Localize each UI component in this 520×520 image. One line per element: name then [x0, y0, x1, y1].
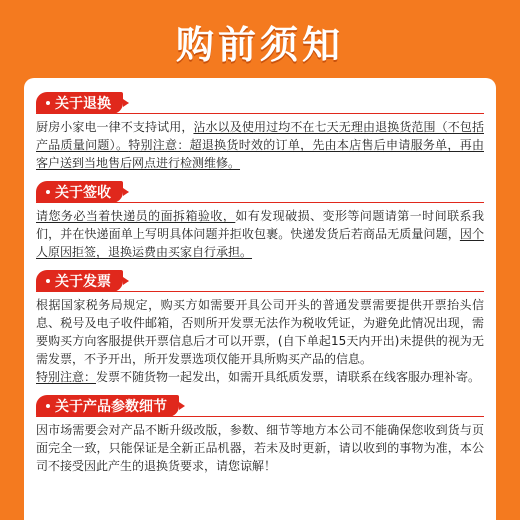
section-heading: 关于产品参数细节 — [55, 399, 167, 415]
section-heading-badge — [36, 181, 123, 203]
bullet-dot-icon — [46, 190, 50, 194]
body-text: 发票不随货物一起发出，如需开具纸质发票，请联系在线客服办理补寄。 — [96, 370, 481, 384]
underlined-note: 因个人原因拒签，退换运费由买家自行承担。 — [36, 227, 484, 259]
notice-panel — [24, 78, 496, 520]
bullet-dot-icon — [46, 279, 50, 283]
badge-tail-icon — [179, 402, 185, 410]
body-text: 根据国家税务局规定，购买方如需要开具公司开头的普通发票需要提供开票抬头信息、税号及电子收件邮箱，否则所开发票无法作为税收凭证，为避免此情况出现，需要购买方向客服提供开票信息后才可以开票，(自下单起15天内开出)未提供的视为无需发票，不予开出，所开发票选项仅能开具所购买产品的信息。 — [36, 298, 484, 366]
underlined-note: 特别注意：超退换货时效的订单，先由本店售后申请服务单，再由客户送到当地售后网点进行检测维修。 — [36, 138, 484, 170]
section-heading: 关于发票 — [55, 274, 111, 290]
section-heading: 关于退换 — [55, 96, 111, 112]
section-signing — [36, 179, 484, 261]
bullet-dot-icon — [46, 101, 50, 105]
section-heading-badge — [36, 270, 123, 292]
badge-tail-icon — [123, 277, 129, 285]
underlined-text: 请您务必当着快递员的面拆箱验收， — [36, 209, 236, 223]
section-body — [36, 207, 484, 261]
underlined-text: 沾水以及使用过均不在七天无理由退换货范围（不包括产品质量问题）。 — [36, 120, 484, 152]
section-heading-badge — [36, 92, 123, 114]
section-body — [36, 421, 484, 475]
body-text: 因市场需要会对产品不断升级改版，参数、细节等地方本公司不能确保您收到货与页面完全一致，只能保证是全新正品机器，若未及时更新，请以收到的事物为准，本公司不接受因此产生的退换货要求，请您谅解！ — [36, 423, 484, 473]
section-returns — [36, 90, 484, 172]
section-body — [36, 296, 484, 386]
page-title: 购前须知 — [175, 22, 344, 67]
section-product-details — [36, 393, 484, 475]
section-heading: 关于签收 — [55, 185, 111, 201]
title-bar — [0, 0, 520, 82]
badge-tail-icon — [123, 188, 129, 196]
section-invoice — [36, 268, 484, 386]
body-text: 厨房小家电一律不支持试用， — [36, 120, 194, 134]
bullet-dot-icon — [46, 404, 50, 408]
section-body — [36, 118, 484, 172]
body-text: 如有发现破损、变形等问题请第一时间联系我们，并在快递面单上写明具体问题并拒收包裹。快递发货后若商品无质量问题， — [36, 209, 484, 241]
badge-tail-icon — [123, 99, 129, 107]
underlined-note-label: 特别注意： — [36, 370, 97, 384]
section-heading-badge — [36, 395, 179, 417]
